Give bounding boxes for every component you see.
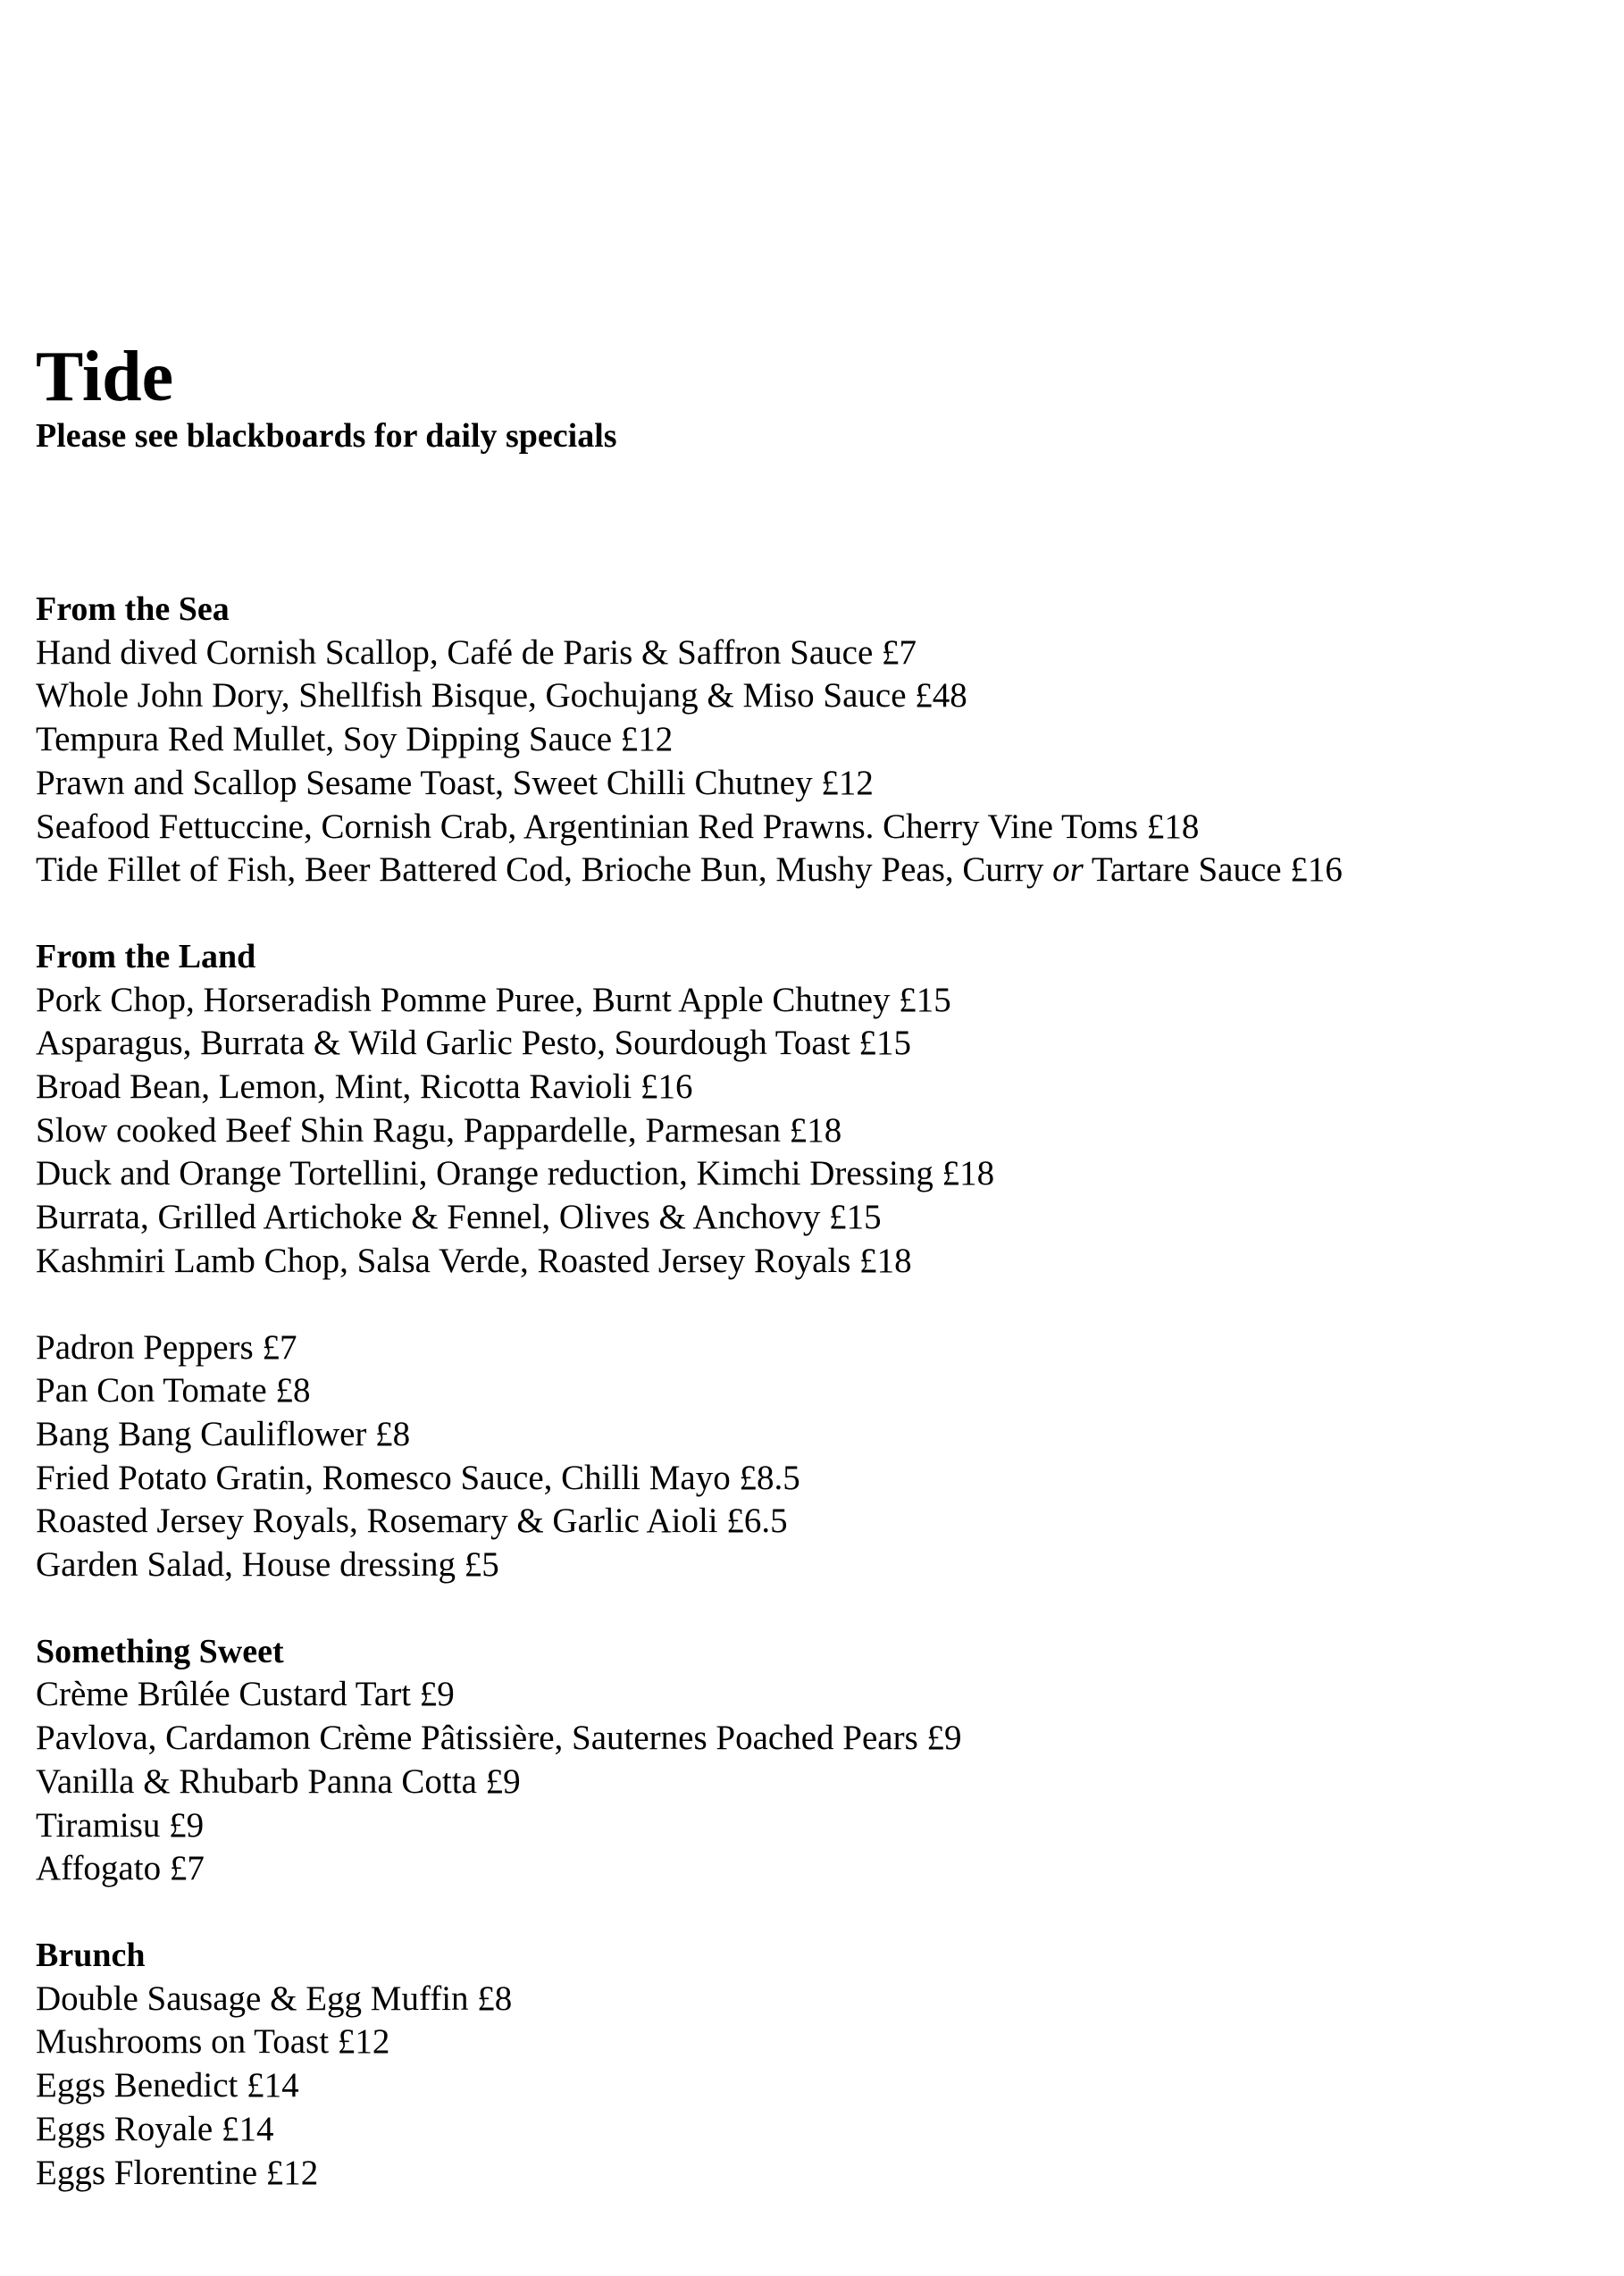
section-brunch [36,1934,1590,2195]
menu-item: Hand dived Cornish Scallop, Café de Paris & Saffron Sauce £7 [36,632,917,672]
section-from-the-sea [36,588,1590,892]
menu-subtitle: Please see blackboards for daily specials [36,417,617,455]
menu-item-text: Tartare Sauce £16 [1083,850,1343,890]
menu-item: Fried Potato Gratin, Romesco Sauce, Chilli Mayo £8.5 [36,1458,800,1497]
menu-item: Vanilla & Rhubarb Panna Cotta £9 [36,1761,521,1801]
section-heading: From the Land [36,937,256,975]
menu-item: Pork Chop, Horseradish Pomme Puree, Burnt Apple Chutney £15 [36,980,951,1019]
section-heading: From the Sea [36,590,230,628]
menu-item: Tempura Red Mullet, Soy Dipping Sauce £12 [36,720,674,759]
menu-item: Tiramisu £9 [36,1805,205,1845]
menu-item [36,849,1590,892]
section-heading: Brunch [36,1936,146,1974]
menu-item: Roasted Jersey Royals, Rosemary & Garlic Aioli £6.5 [36,1502,788,1541]
menu-item: Asparagus, Burrata & Wild Garlic Pesto, Sourdough Toast £15 [36,1024,911,1063]
section-sides [36,1326,1590,1587]
menu-item: Bang Bang Cauliflower £8 [36,1414,411,1453]
menu-item-text: Tide Fillet of Fish, Beer Battered Cod, Brioche Bun, Mushy Peas, Curry [36,850,1053,890]
menu-page [36,338,1590,2195]
menu-item-italic-text: or [1052,850,1084,890]
menu-item: Whole John Dory, Shellfish Bisque, Gochujang & Miso Sauce £48 [36,676,967,715]
menu-item: Double Sausage & Egg Muffin £8 [36,1979,513,2018]
section-heading: Something Sweet [36,1632,284,1670]
menu-item: Padron Peppers £7 [36,1327,297,1367]
menu-item: Eggs Florentine £12 [36,2153,319,2192]
menu-item: Mushrooms on Toast £12 [36,2022,390,2062]
menu-item: Burrata, Grilled Artichoke & Fennel, Olives & Anchovy £15 [36,1198,882,1237]
menu-item: Slow cooked Beef Shin Ragu, Pappardelle, Parmesan £18 [36,1110,842,1150]
menu-item: Garden Salad, House dressing £5 [36,1545,499,1585]
section-from-the-land [36,935,1590,1284]
section-something-sweet [36,1630,1590,1891]
menu-title: Tide [36,338,174,416]
menu-item: Prawn and Scallop Sesame Toast, Sweet Chilli Chutney £12 [36,763,874,802]
menu-item: Seafood Fettuccine, Cornish Crab, Argentinian Red Prawns. Cherry Vine Toms £18 [36,807,1200,846]
menu-item: Pavlova, Cardamon Crème Pâtissière, Sauternes Poached Pears £9 [36,1719,962,1758]
menu-item: Duck and Orange Tortellini, Orange reduction, Kimchi Dressing £18 [36,1154,995,1193]
spacer [36,456,1590,588]
menu-item: Affogato £7 [36,1849,205,1888]
menu-item: Eggs Benedict £14 [36,2066,299,2105]
menu-item: Pan Con Tomate £8 [36,1371,311,1410]
menu-item: Crème Brûlée Custard Tart £9 [36,1675,455,1714]
menu-item: Kashmiri Lamb Chop, Salsa Verde, Roasted Jersey Royals £18 [36,1241,912,1280]
menu-item: Broad Bean, Lemon, Mint, Ricotta Ravioli £16 [36,1067,693,1107]
menu-item: Eggs Royale £14 [36,2109,274,2148]
